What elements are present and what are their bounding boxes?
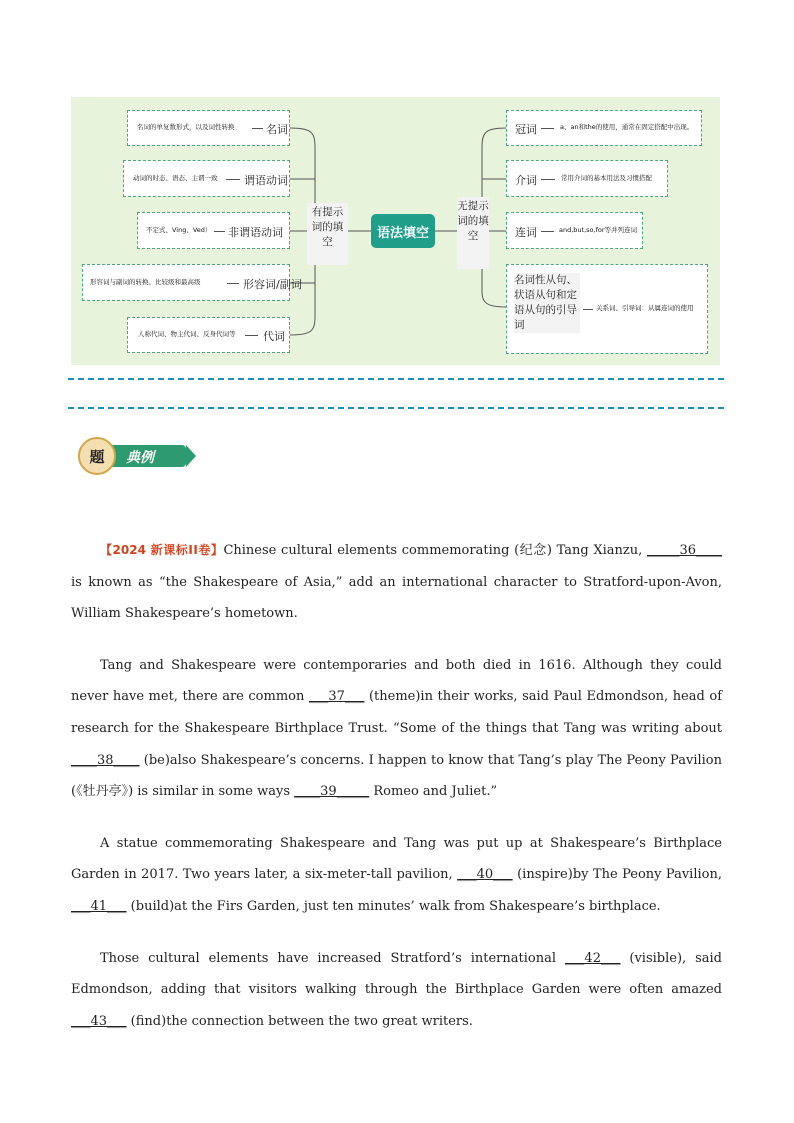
mindmap-note: 关系词、引导词：从属连词的使用 bbox=[596, 304, 694, 312]
mindmap-note: 名词的单复数形式，以及词性转换 bbox=[137, 123, 235, 131]
mindmap-note: 人称代词、物主代词、反身代词等 bbox=[138, 330, 236, 338]
mindmap-note: 常用介词的基本用法及习惯搭配 bbox=[561, 174, 652, 182]
mindmap-left-item bbox=[127, 110, 290, 146]
mindmap-term: 介词 bbox=[515, 174, 537, 187]
answer-blank: _____36____ bbox=[646, 543, 722, 558]
badge-tab-label: 典例 bbox=[126, 450, 154, 466]
passage-text: A statue commemorating Shakespeare and Tang was put up at Shakespeare’s Birthplace Garden in 2017. Two years later, a six-meter-tall pavilion, bbox=[71, 835, 722, 883]
mindmap-left-item bbox=[127, 317, 290, 353]
mindmap-dash bbox=[541, 128, 554, 129]
mindmap-right-branch: 无提示词的填空 bbox=[457, 197, 489, 269]
answer-blank: ____39_____ bbox=[294, 784, 370, 800]
dashed-divider bbox=[68, 407, 724, 409]
passage-text: (be)also Shakespeare’s concerns. I happen to know that Tang’s play The Peony Pavilion (《牡丹亭》) is similar in some ways bbox=[71, 752, 722, 800]
mindmap-note: 动词的时态、语态、主谓一致 bbox=[133, 174, 218, 182]
badge-tab bbox=[104, 445, 186, 467]
passage-paragraph bbox=[71, 535, 722, 630]
passage-text: (inspire)by The Peony Pavilion, bbox=[512, 867, 722, 883]
mindmap-dash bbox=[245, 335, 258, 336]
mindmap-left-branch: 有提示词的填空 bbox=[307, 203, 348, 265]
mindmap-right-item bbox=[506, 264, 708, 354]
passage-paragraph bbox=[71, 650, 722, 808]
mindmap-term: 形容词/副词 bbox=[243, 278, 302, 291]
passage-paragraph bbox=[71, 828, 722, 923]
answer-blank: ___40___ bbox=[457, 867, 513, 883]
mindmap-right-item bbox=[506, 212, 643, 249]
cloze-passage bbox=[71, 535, 722, 1057]
grammar-mindmap bbox=[71, 97, 720, 365]
passage-text: Those cultural elements have increased Stratford’s international bbox=[100, 950, 565, 966]
passage-paragraph bbox=[71, 943, 722, 1038]
passage-text: is known as “the Shakespeare of Asia,” add an international character to Stratford-upon-Avon, William Shakespeare’s hometown. bbox=[71, 574, 722, 622]
dashed-divider bbox=[68, 378, 724, 380]
mindmap-right-item bbox=[506, 110, 702, 146]
section-badge bbox=[78, 437, 196, 475]
mindmap-note: and,but,so,for等并列连词 bbox=[559, 226, 638, 234]
mindmap-dash bbox=[583, 309, 593, 310]
answer-blank: ____38____ bbox=[71, 752, 140, 768]
badge-circle bbox=[78, 437, 116, 475]
mindmap-dash bbox=[214, 231, 225, 232]
mindmap-dash bbox=[252, 128, 263, 129]
passage-text: (theme)in their works, said Paul Edmondson, head of research for the Shakespeare Birthplace Trust. “Some of the things that Tang was writing about bbox=[71, 689, 722, 736]
mindmap-left-item bbox=[123, 160, 290, 197]
answer-blank: ___41___ bbox=[71, 898, 127, 914]
mindmap-left-item bbox=[82, 264, 302, 301]
mindmap-dash bbox=[227, 283, 239, 284]
passage-text: Chinese cultural elements commemorating (纪念) Tang Xianzu, bbox=[223, 543, 647, 558]
mindmap-dash bbox=[226, 179, 240, 180]
mindmap-term: 代词 bbox=[263, 330, 285, 343]
answer-blank: ___37___ bbox=[308, 689, 365, 705]
mindmap-center: 语法填空 bbox=[371, 214, 435, 248]
mindmap-note: 不定式、Ving、Ved） bbox=[146, 226, 212, 234]
passage-text: (build)at the Firs Garden, just ten minutes’ walk from Shakespeare’s birthplace. bbox=[126, 898, 661, 914]
mindmap-left-item bbox=[137, 212, 290, 249]
mindmap-term: 非谓语动词 bbox=[228, 226, 283, 239]
answer-blank: ___42___ bbox=[564, 950, 621, 966]
badge-circle-label: 题 bbox=[89, 447, 105, 466]
mindmap-term: 冠词 bbox=[515, 123, 537, 136]
passage-text: (find)the connection between the two great writers. bbox=[126, 1013, 473, 1029]
passage-text: (visible), said Edmondson, adding that visitors walking through the Birthplace Garden were often amazed bbox=[71, 950, 722, 998]
mindmap-right-item bbox=[506, 160, 668, 197]
mindmap-note: 形容词与副词的转换、比较级和最高级 bbox=[90, 278, 201, 286]
passage-text: Romeo and Juliet.” bbox=[369, 784, 498, 800]
mindmap-dash bbox=[541, 231, 554, 232]
passage-text: Tang and Shakespeare were contemporaries and both died in 1616. Although they could never have met, there are common bbox=[71, 657, 722, 705]
source-tag: 【2024 新课标ⅠⅠ卷】 bbox=[100, 543, 224, 557]
answer-blank: ___43___ bbox=[71, 1013, 127, 1029]
mindmap-term: 连词 bbox=[515, 226, 537, 239]
mindmap-term: 名词性从句、状语从句和定语从句的引导词 bbox=[514, 273, 580, 333]
mindmap-note: a、an和the的使用，通常在固定搭配中出现。 bbox=[560, 123, 694, 131]
mindmap-term: 谓语动词 bbox=[244, 174, 288, 187]
mindmap-dash bbox=[541, 179, 555, 180]
mindmap-term: 名词 bbox=[266, 123, 288, 136]
